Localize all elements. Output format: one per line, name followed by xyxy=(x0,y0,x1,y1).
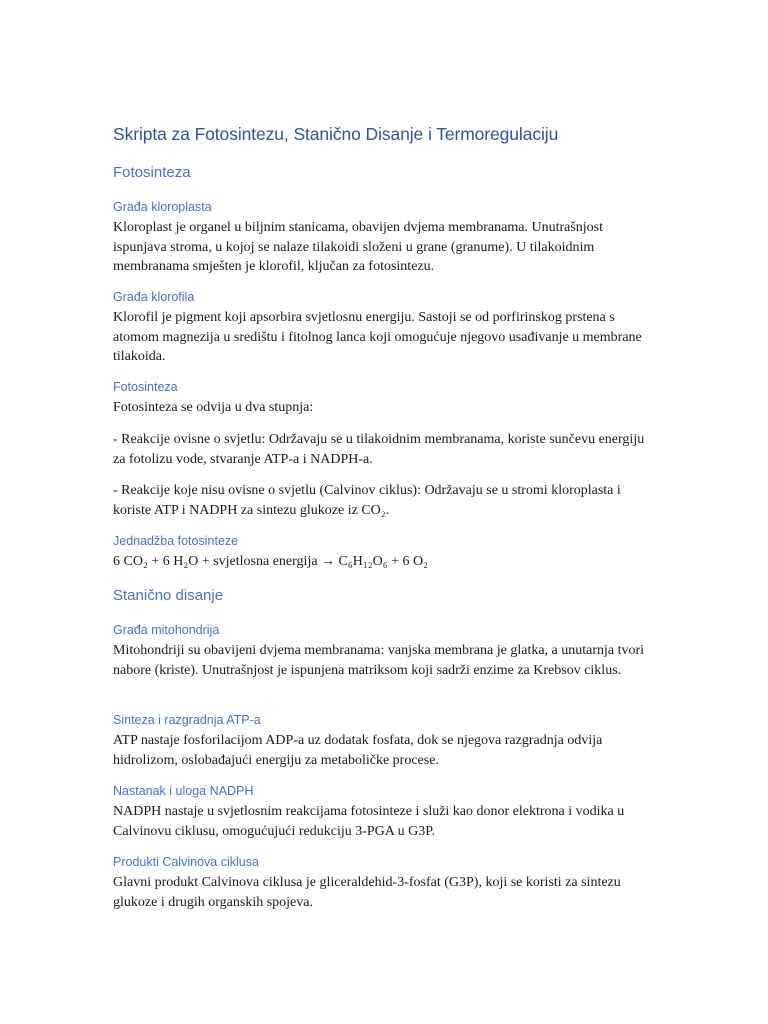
paragraph-produkti: Glavni produkt Calvinova ciklusa je gliceraldehid-3-fosfat (G3P), koji se koristi za sintezu glukoze i drugih organskih spojeva. xyxy=(113,875,621,910)
section-heading-stanicno-disanje: Stanično disanje xyxy=(113,587,224,604)
document-title: Skripta za Fotosintezu, Stanično Disanje i Termoregulaciju xyxy=(113,124,559,144)
paragraph-fotosinteza-intro: Fotosinteza se odvija u dva stupnja: xyxy=(113,400,314,415)
subsection-heading-grada-klorofila: Građa klorofila xyxy=(113,290,195,304)
paragraph-calvin-cycle: - Reakcije koje nisu ovisne o svjetlu (Calvinov ciklus): Održavaju se u stromi kloroplasta i koriste ATP i NADPH za sintezu glukoze iz CO₂. xyxy=(113,483,621,518)
subsection-heading-produkti: Produkti Calvinova ciklusa xyxy=(113,855,259,869)
subsection-heading-fotosinteza: Fotosinteza xyxy=(113,380,178,394)
paragraph-atp: ATP nastaje fosforilacijom ADP-a uz dodatak fosfata, dok se njegova razgradnja odvija hidrolizom, oslobađajući energiju za metaboličke procese. xyxy=(113,733,603,768)
paragraph-grada-klorofila: Klorofil je pigment koji apsorbira svjetlosnu energiju. Sastoji se od porfirinskog prstena s atomom magnezija u središtu i fitolnog lanca koji omogućuje njegovo usađivanje u membrane tilakoida. xyxy=(113,310,642,364)
subsection-heading-jednadzba: Jednadžba fotosinteze xyxy=(113,534,239,548)
paragraph-jednadzba: 6 CO₂ + 6 H₂O + svjetlosna energija → C₆H₁₂O₆ + 6 O₂ xyxy=(113,554,429,569)
paragraph-light-reactions: - Reakcije ovisne o svjetlu: Održavaju se u tilakoidnim membranama, koriste sunčevu energiju za fotolizu vode, stvaranje ATP-a i NADPH-a. xyxy=(113,432,645,467)
subsection-heading-grada-mitohondrija: Građa mitohondrija xyxy=(113,623,220,637)
paragraph-grada-kloroplasta: Kloroplast je organel u biljnim stanicama, obavijen dvjema membranama. Unutrašnjost ispunjava stroma, u kojoj se nalaze tilakoidi složeni u grane (granume). U tilakoidnim membranama smješten je klorofil, ključan za fotosintezu. xyxy=(113,220,604,274)
section-heading-fotosinteza: Fotosinteza xyxy=(113,164,191,181)
subsection-heading-atp: Sinteza i razgradnja ATP-a xyxy=(113,713,261,727)
paragraph-grada-mitohondrija: Mitohondriji su obavijeni dvjema membranama: vanjska membrana je glatka, a unutarnja tvori nabore (kriste). Unutrašnjost je ispunjena matriksom koji sadrži enzime za Krebsov ciklus. xyxy=(113,643,645,678)
paragraph-nadph: NADPH nastaje u svjetlosnim reakcijama fotosinteze i služi kao donor elektrona i vodika u Calvinovu ciklusu, omogućujući redukciju 3-PGA u G3P. xyxy=(113,804,625,839)
subsection-heading-nadph: Nastanak i uloga NADPH xyxy=(113,784,254,798)
subsection-heading-grada-kloroplasta: Građa kloroplasta xyxy=(113,200,212,214)
